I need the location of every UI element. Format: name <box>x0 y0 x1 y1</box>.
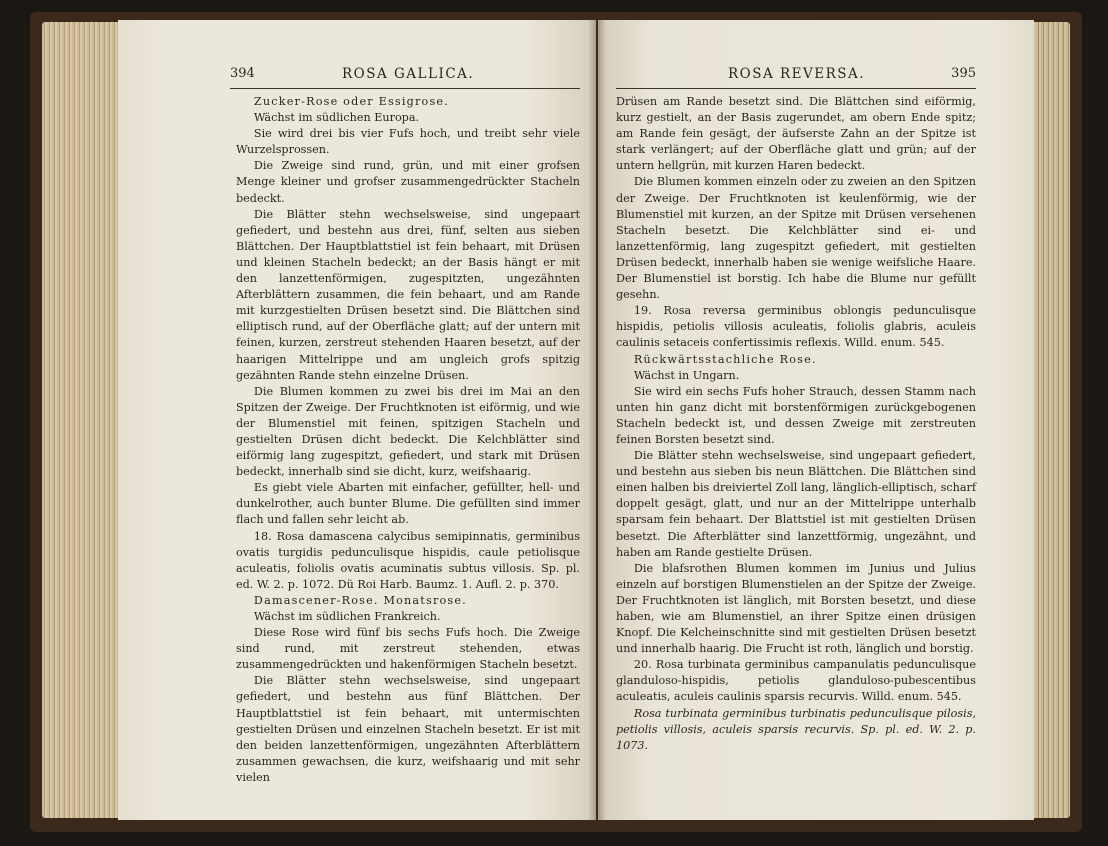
book-gutter <box>588 20 606 820</box>
paragraph: Die Blumen kommen zu zwei bis drei im Mai an den Spitzen der Zweige. Der Fruchtknoten ist eiförmig, und wie der Blumenstiel mit feinen, spitzigen Stacheln und gestielten Drüsen dicht bedeckt. Die Kelchblätter sind eiförmig lang zugespitzt, gefiedert, und stark mit Drüsen bedeckt, innerhalb sind sie dicht, kurz, weifshaarig. <box>236 384 580 479</box>
paragraph: Die Blumen kommen einzeln oder zu zweien an den Spitzen der Zweige. Der Fruchtknoten ist keulenförmig, wie der Blumenstiel mit kurzen, an der Spitze mit Drüsen versehenen Stacheln besetzt. Die Kelchblätter sind ei- und lanzettenförmig, lang zugespitzt gefiedert, mit gestielten Drüsen bedeckt, innerhalb haben sie wenige weifsliche Haare. Der Blumenstiel ist borstig. Ich habe die Blume nur gefüllt gesehn. <box>616 175 976 302</box>
synonym-entry: Rosa turbinata germinibus turbinatis pedunculisque pilosis, petiolis villosis, aculeis sparsis recurvis. Sp. pl. ed. W. 2. p. 1073. <box>616 706 976 752</box>
species-entry: 18. Rosa damascena calycibus semipinnatis, germinibus ovatis turgidis pedunculisque hispidis, caule petiolisque aculeatis, foliolis ovatis acuminatis subtus villosis. Sp. pl. ed. W. 2. p. 1072. Dü Roi Harb. Baumz. 1. Aufl. 2. p. 370. <box>236 529 580 591</box>
common-name: Damascener-Rose. Monatsrose. <box>253 593 467 607</box>
common-name: Rückwärtsstachliche Rose. <box>633 352 817 366</box>
paragraph: Sie wird ein sechs Fufs hoher Strauch, dessen Stamm nach unten hin ganz dicht mit borstenförmigen zurückgebogenen Stacheln bedeckt ist, und dessen Zweige mit zerstreuten feinen Borsten besetzt sind. <box>616 384 976 446</box>
paragraph: Wächst im südlichen Frankreich. <box>253 610 441 623</box>
right-page-text <box>616 94 976 754</box>
paragraph: Die Blätter stehn wechselsweise, sind ungepaart gefiedert, und bestehn aus drei, fünf, selten aus sieben Blättchen. Der Hauptblattstiel ist fein behaart, mit Drüsen und kleinen Stacheln bedeckt; an der Basis hängt er mit den lanzettenförmigen, zugespitzten, ungezähnten Afterblättern zusammen, die fein behaart, und am Rande mit kurzgestielten Drüsen besetzt sind. Die Blättchen sind elliptisch rund, auf der Oberfläche glatt; auf der untern mit feinen, kurzen, zerstreut stehenden Haaren besetzt, auf der haarigen Mittelrippe und am ungleich grofs spitzig gezähnten Rande stehn einzelne Drüsen. <box>236 207 580 382</box>
common-name: Zucker-Rose oder Essigrose. <box>253 95 449 108</box>
running-head-right <box>616 64 976 89</box>
paragraph: Diese Rose wird fünf bis sechs Fufs hoch. Die Zweige sind rund, mit zerstreut stehenden, etwas zusammengedrückten und hakenförmigen Stacheln besetzt. <box>236 626 580 672</box>
paragraph: Sie wird drei bis vier Fufs hoch, und treibt sehr viele Wurzelsprossen. <box>236 127 580 157</box>
paragraph: Die Blätter stehn wechselsweise, sind ungepaart gefiedert, und bestehn aus fünf Blättchen. Der Hauptblattstiel ist fein behaart, mit untermischten gestielten Drüsen und einzelnen Stacheln besetzt. Er ist mit den beiden lanzettenförmigen, ungezähnten Afterblättern zusammen gewachsen, die kurz, weifshaarig und mit sehr vielen <box>236 674 580 784</box>
paragraph: Wächst im südlichen Europa. <box>253 111 420 125</box>
page-number: 395 <box>951 66 976 81</box>
right-page <box>598 20 1034 820</box>
species-entry: 19. Rosa reversa germinibus oblongis pedunculisque hispidis, petiolis villosis aculeatis, foliolis glabris, aculeis caulinis setaceis confertissimis reflexis. Willd. enum. 545. <box>616 304 976 350</box>
running-head-left <box>230 64 580 89</box>
paragraph: Die Zweige sind rund, grün, und mit einer grofsen Menge kleiner und grofser zusammengedrückter Stacheln bedeckt. <box>236 159 580 205</box>
page-number: 394 <box>230 66 255 81</box>
paragraph: Die blafsrothen Blumen kommen im Junius und Julius einzeln auf borstigen Blumenstielen an der Spitze der Zweige. Der Fruchtknoten ist länglich, mit Borsten besetzt, und diese haben, wie am Blumenstiel, an ihrer Spitze einen drüsigen Knopf. Die Kelcheinschnitte sind mit gestielten Drüsen besetzt und innerhalb haarig. Die Frucht ist roth, länglich und borstig. <box>616 561 976 656</box>
paragraph: Die Blätter stehn wechselsweise, sind ungepaart gefiedert, und bestehn aus sieben bis neun Blättchen. Die Blättchen sind einen halben bis dreiviertel Zoll lang, länglich-elliptisch, scharf doppelt gesägt, glatt, und nur an der Mittelrippe unterhalb sparsam fein behaart. Der Blattstiel ist mit gestielten Drüsen besetzt. Die Afterblätter sind lanzettförmig, ungezähnt, und haben am Rande gestielte Drüsen. <box>616 449 976 559</box>
running-title: ROSA REVERSA. <box>728 66 866 82</box>
left-page <box>118 20 596 820</box>
running-title: ROSA GALLICA. <box>342 66 475 82</box>
page-edges-left <box>42 22 128 818</box>
left-page-text <box>236 94 580 786</box>
paragraph: Wächst in Ungarn. <box>633 368 740 382</box>
species-entry: 20. Rosa turbinata germinibus campanulatis pedunculisque glanduloso-hispidis, petiolis glanduloso-pubescentibus aculeatis, aculeis caulinis sparsis recurvis. Willd. enum. 545. <box>616 658 976 704</box>
paragraph: Es giebt viele Abarten mit einfacher, gefüllter, hell- und dunkelrother, auch bunter Blume. Die gefüllten sind immer flach und fallen sehr leicht ab. <box>236 481 580 527</box>
paragraph: Drüsen am Rande besetzt sind. Die Blättchen sind eiförmig, kurz gestielt, an der Basis zugerundet, am obern Ende spitz; am Rande fein gesägt, der äufserste Zahn an der Spitze ist stark verlängert; auf der Oberfläche glatt und grün; auf der untern hellgrün, mit kurzen Haren bedeckt. <box>616 95 976 173</box>
